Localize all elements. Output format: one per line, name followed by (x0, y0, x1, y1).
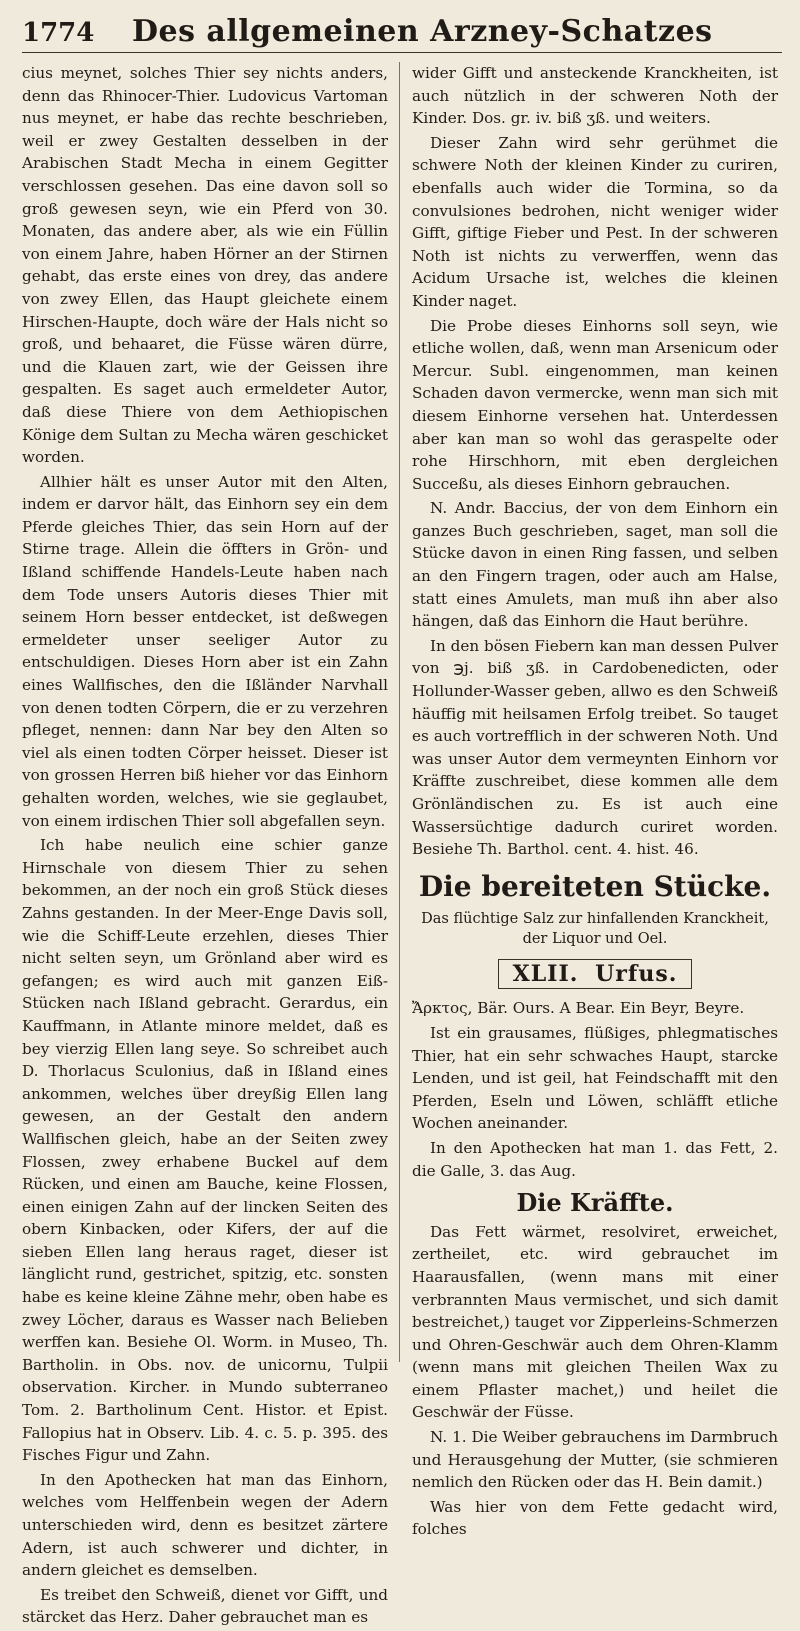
right-column (412, 62, 778, 1543)
running-head: Des allgemeinen Arzney-Schatzes (132, 14, 713, 49)
paragraph: Allhier hält es unser Autor mit den Alten, indem er darvor hält, das Einhorn sey ein dem Pferde gleiches Thier, das sein Horn auf der Stirne trage. Allein die öffters in Grön- und Ißland schiffende Handels-Leute haben nach dem Tode unsers Autoris dieses Thier mit seinem Horn besser entdecket, ist deßwegen ermeldeter unser seeliger Autor zu entschuldigen. Dieses Horn aber ist ein Zahn eines Wallfisches, den die Ißländer Narvhall von denen todten Cörpern, die er zu verzehren pfleget, nennen: dann Nar bey den Alten so viel als einen todten Cörper heisset. Dieser ist von grossen Herren biß hieher vor das Einhorn gehalten worden, welches, wie sie geglaubet, von einem irdischen Thier soll abgefallen seyn. (22, 472, 388, 830)
entry-number: XLII. (512, 960, 579, 987)
section-subtitle: Das flüchtige Salz zur hinfallenden Kranckheit, der Liquor und Oel. (421, 910, 769, 947)
paragraph: In den bösen Fiebern kan man dessen Pulver von ℈j. biß ʒß. in Cardobenedicten, oder Hollunder-Wasser geben, allwo es den Schweiß häuffig mit heilsamen Erfolg treibet. So tauget es auch vortrefflich in der schweren Noth. Und was unser Autor dem vermeynten Einhorn vor Kräffte zuschreibet, diese kommen alle dem Grönländischen zu. Es ist auch eine Wassersüchtige dadurch curiret worden. Besiehe Th. Barthol. cent. 4. hist. 46. (412, 636, 778, 859)
paragraph: In den Apothecken hat man das Einhorn, welches vom Helffenbein wegen der Adern unterschieden wird, denn es besitzet zärtere Adern, ist auch schwerer und dichter, in andern gleichet es demselben. (22, 1470, 388, 1580)
section-title: Die bereiteten Stücke. (418, 869, 772, 903)
paragraph: Ich habe neulich eine schier ganze Hirnschale von diesem Thier zu sehen bekommen, an der noch ein groß Stück dieses Zahns gestanden. In der Meer-Enge Davis soll, wie die Schiff-Leute erzehlen, dieses Thier nicht selten seyn, um Grönland aber wird es gefangen; es wird auch mit ganzen Eiß-Stücken nach Ißland gebracht. Gerardus, ein Kauffmann, in Atlante minore meldet, daß es bey vierzig Ellen lang seye. So schreibet auch D. Thorlacus Sculonius, daß in Ißland eines ankommen, welches über dreyßig Ellen lang gewesen, an der Gestalt den andern Wallfischen gleich, habe an der Seiten zwey Flossen, zwey erhabene Buckel auf dem Rücken, und einen am Bauche, keine Flossen, einen einigen Zahn auf der lincken Seiten des obern Kinbacken, oder Kifers, der auf die sieben Ellen lang heraus raget, dieser ist länglicht rund, gestrichet, spitzig, etc. sonsten habe es keine kleine Zähne mehr, oben habe es zwey Löcher, daraus es Wasser nach Belieben werffen kan. Besiehe Ol. Worm. in Museo, Th. Bartholin. in Obs. nov. de unicornu, Tulpii observation. Kircher. in Mundo subterraneo Tom. 2. Bartholinum Cent. Histor. et Epist. Fallopius hat in Observ. Lib. 4. c. 5. p. 395. des Fisches Figur und Zahn. (22, 836, 388, 1465)
entry-names: Ἄρκτος, Bär. Ours. A Bear. Ein Beyr, Beyre. (412, 999, 745, 1018)
page-number: 1774 (22, 18, 95, 48)
entry-name: Urfus. (595, 960, 678, 987)
page-header (22, 12, 782, 53)
paragraph: N. 1. Die Weiber gebrauchens im Darmbruch und Herausgehung der Mutter, (sie schmieren nemlich den Rücken oder das H. Bein damit.) (412, 1428, 778, 1492)
subheading: Die Kräffte. (516, 1188, 674, 1218)
paragraph: wider Gifft und ansteckende Kranckheiten, ist auch nützlich in der schweren Noth der Kinder. Dos. gr. iv. biß ʒß. und weiters. (412, 64, 778, 128)
paragraph: Es treibet den Schweiß, dienet vor Gifft, und stärcket das Herz. Daher gebrauchet man es (22, 1585, 388, 1627)
paragraph: Die Probe dieses Einhorns soll seyn, wie etliche wollen, daß, wenn man Arsenicum oder Mercur. Subl. eingenommen, man keinen Schaden davon vermercke, wenn man sich mit diesem Einhorne versehen hat. Unterdessen aber kan man so wohl das geraspelte oder rohe Hirschhorn, mit eben dergleichen Succeßu, als dieses Einhorn gebrauchen. (412, 316, 778, 493)
paragraph: Das Fett wärmet, resolviret, erweichet, zertheilet, etc. wird gebrauchet im Haarausfallen, (wenn mans mit einer verbrannten Maus vermischet, und sich damit bestreichet,) tauget vor Zipperleins-Schmerzen und Ohren-Geschwär auch dem Ohren-Klamm (wenn mans mit gleichen Theilen Wax zu einem Pflaster machet,) und heilet die Geschwär der Füsse. (412, 1222, 778, 1422)
paragraph: N. Andr. Baccius, der von dem Einhorn ein ganzes Buch geschrieben, saget, man soll die Stücke davon in einen Ring fassen, und selben an den Fingern tragen, oder auch am Halse, statt eines Amulets, man muß ihn aber also hängen, daß das Einhorn die Haut berühre. (412, 499, 778, 631)
entry-description: Ist ein grausames, flüßiges, phlegmatisches Thier, hat ein sehr schwaches Haupt, starcke Lenden, und ist geil, hat Feindschafft mit den Pferden, Eseln und Löwen, schläfft etliche Wochen aneinander. (412, 1023, 778, 1133)
paragraph: Was hier von dem Fette gedacht wird, folches (412, 1497, 778, 1539)
entry-heading (412, 959, 778, 990)
column-divider (399, 62, 400, 1362)
apothecary-note: In den Apothecken hat man 1. das Fett, 2. die Galle, 3. das Aug. (412, 1138, 778, 1180)
entry-box (498, 959, 693, 990)
paragraph: Dieser Zahn wird sehr gerühmet die schwere Noth der kleinen Kinder zu curiren, ebenfalls auch wider die Tormina, so da convulsiones bedrohen, nicht weniger wider Gifft, giftige Fieber und Pest. In der schweren Noth ist nichts zu verwerffen, wenn das Acidum Ursache ist, welches die kleinen Kinder naget. (412, 133, 778, 310)
left-column (22, 62, 388, 1631)
paragraph: cius meynet, solches Thier sey nichts anders, denn das Rhinocer-Thier. Ludovicus Vartoman nus meynet, er habe das rechte beschrieben, weil er zwey Gestalten desselben in der Arabischen Stadt Mecha in einem Gegitter verschlossen gesehen. Das eine davon soll so groß gewesen seyn, wie ein Pferd von 30. Monaten, das andere aber, als wie ein Füllin von einem Jahre, haben Hörner an der Stirnen gehabt, das erste eines von drey, das andere von zwey Ellen, das Haupt gleichete einem Hirschen-Haupte, doch wäre der Hals nicht so groß, und behaaret, die Füsse wären dürre, und die Klauen zart, wie der Geissen ihre gespalten. Es saget auch ermeldeter Autor, daß diese Thiere von dem Aethiopischen Könige dem Sultan zu Mecha wären geschicket worden. (22, 64, 388, 467)
